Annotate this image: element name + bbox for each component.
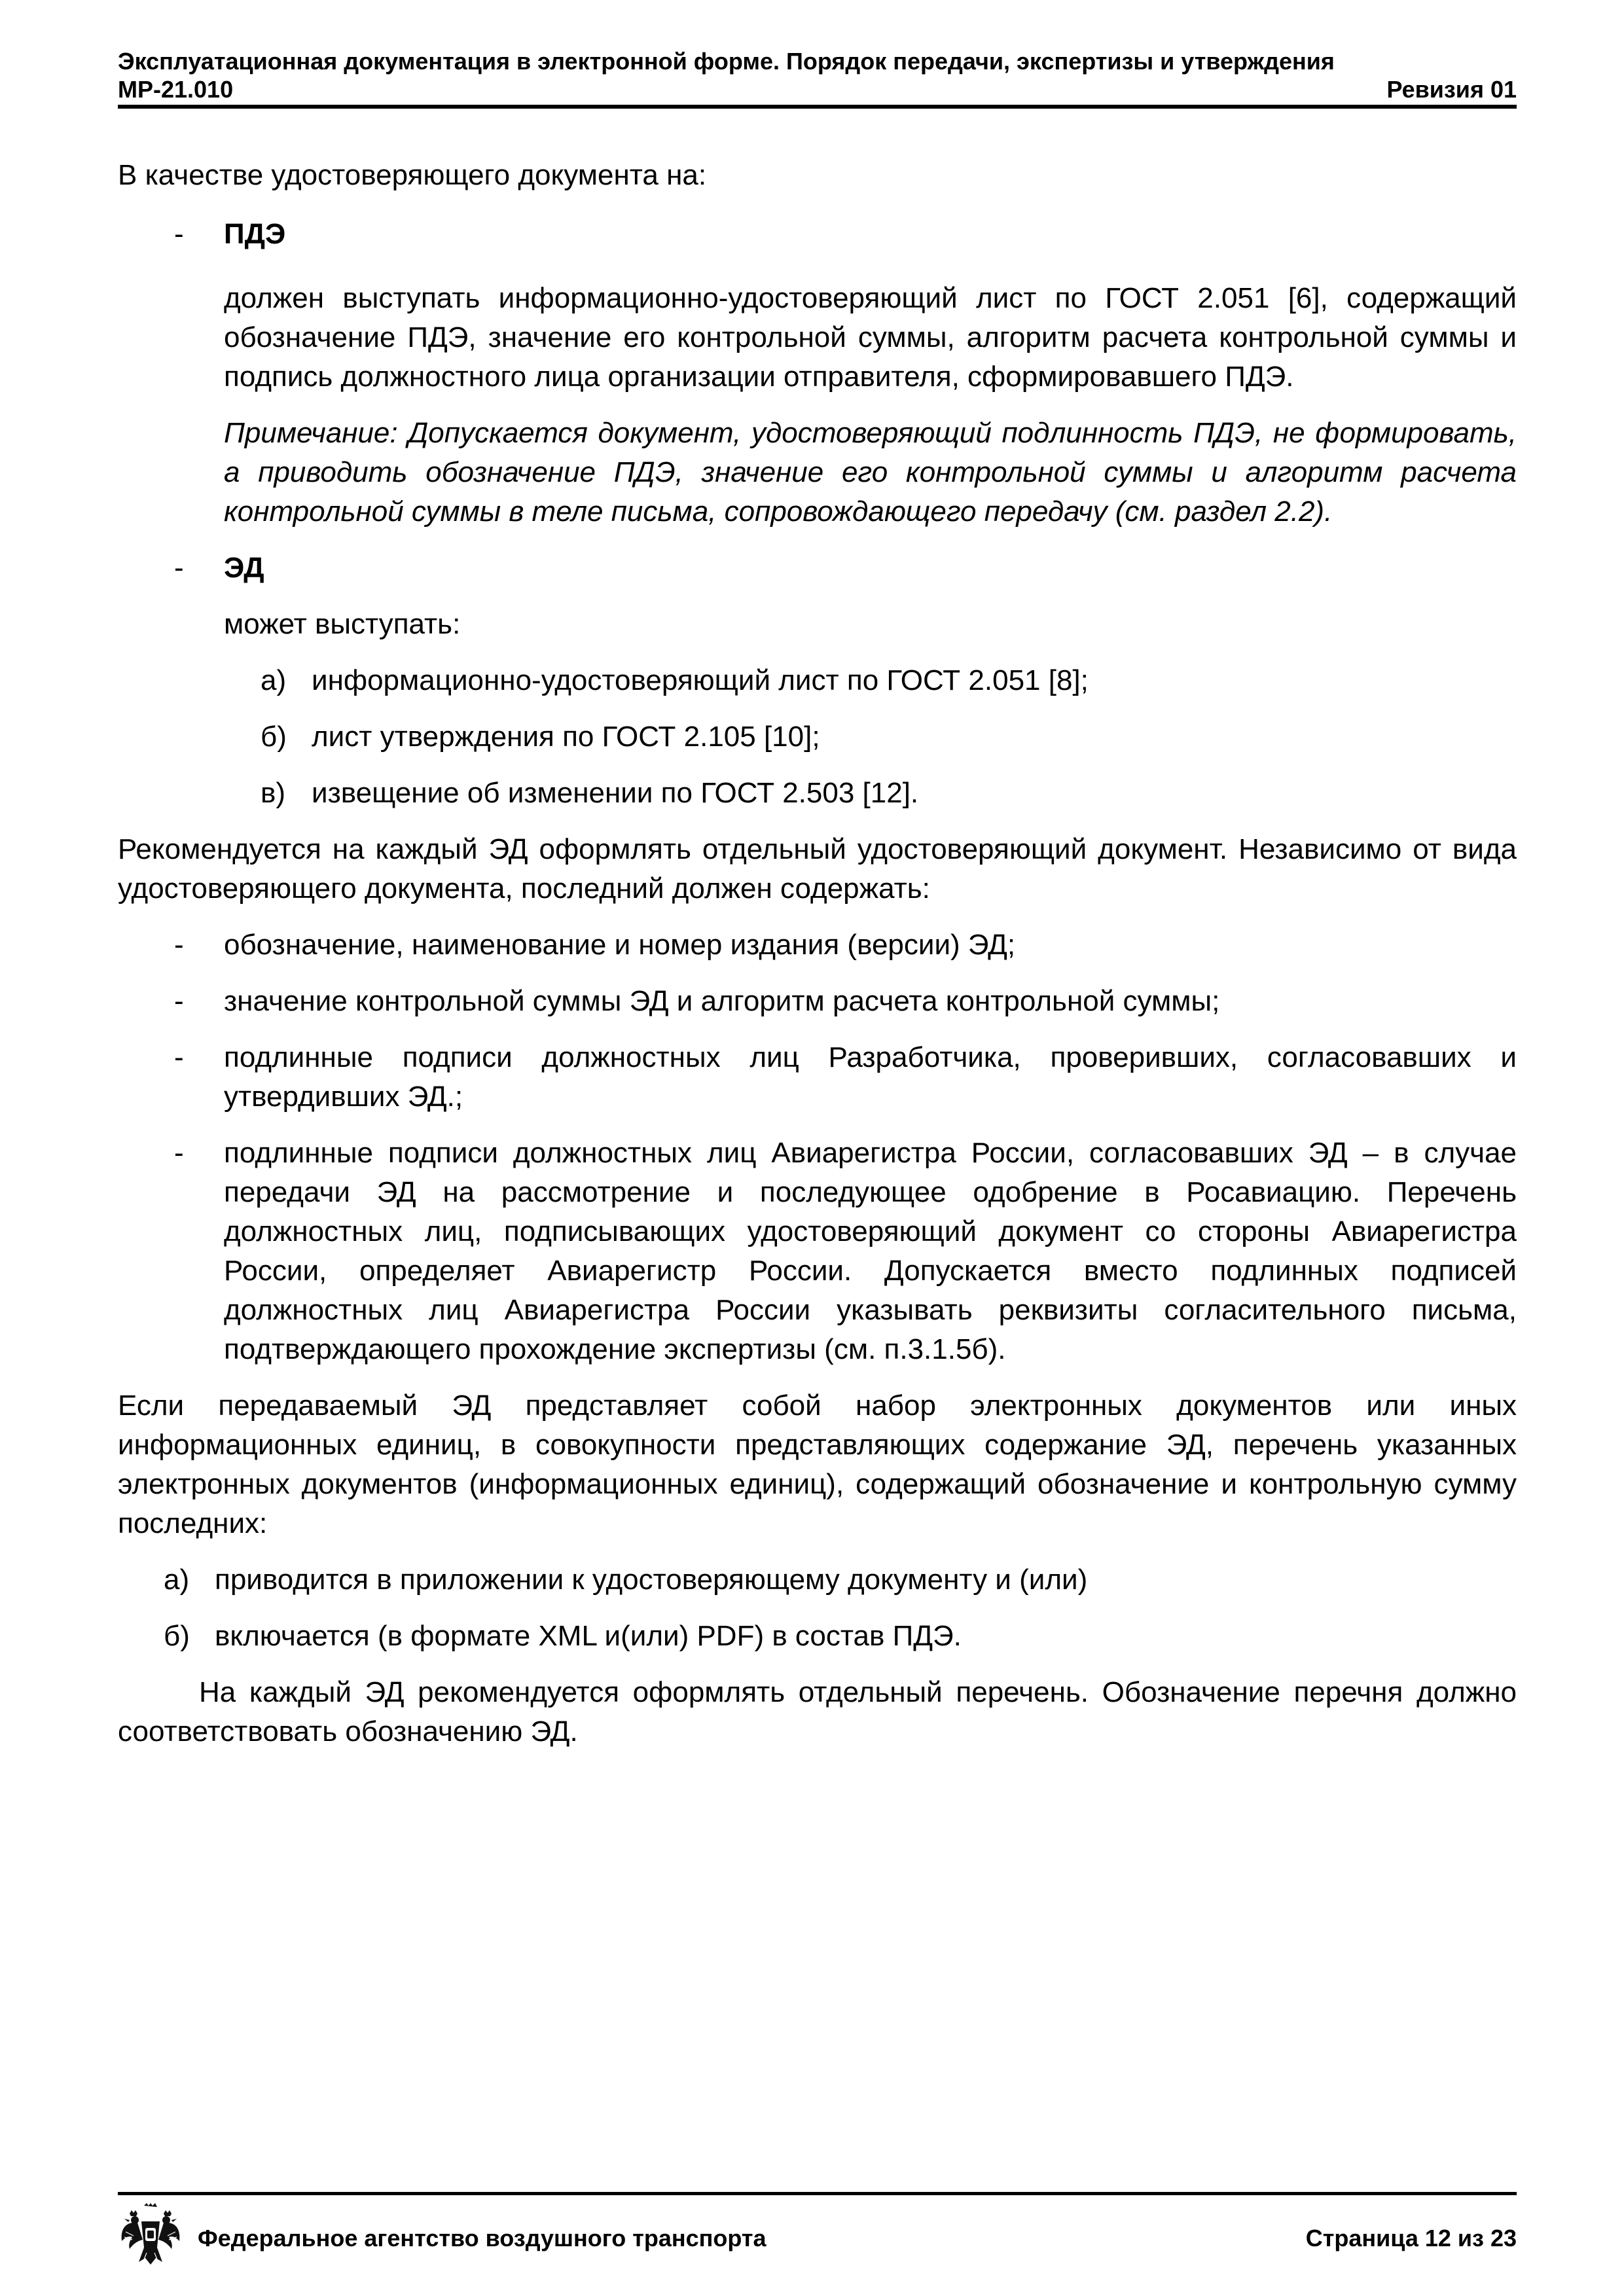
dash-marker: - [174,929,184,961]
header-title: Эксплуатационная документация в электронной форме. Порядок передачи, экспертизы и утверждения [118,48,1335,75]
ed-option-item [118,774,1517,813]
double-headed-eagle-emblem-icon [118,2202,183,2267]
ed-option-item [118,661,1517,700]
recommend-paragraph: Рекомендуется на каждый ЭД оформлять отдельный удостоверяющий документ. Независимо от вида удостоверяющего документа, последний должен содержать: [118,833,1517,905]
set-option-item [118,1617,1517,1656]
ed-option-item [118,717,1517,757]
footer-agency-name: Федеральное агентство воздушного транспорта [198,2225,767,2251]
set-paragraph: Если передаваемый ЭД представляет собой набор электронных документов или иных информационных единиц, в совокупности представляющих содержание ЭД, перечень указанных электронных документов (информационных единиц), содержащий обозначение и контрольную сумму последних: [118,1390,1517,1539]
option-marker: а) [261,664,287,696]
page-number: Страница 12 из 23 [1305,2225,1517,2251]
dash-marker: - [174,985,184,1017]
final-paragraph: На каждый ЭД рекомендуется оформлять отдельный перечень. Обозначение перечня должно соответствовать обозначению ЭД. [118,1676,1517,1748]
header-meta-row [118,76,1517,103]
requirement-text: значение контрольной суммы ЭД и алгоритм расчета контрольной суммы; [224,985,1220,1017]
set-option-item [118,1560,1517,1600]
option-text: извещение об изменении по ГОСТ 2.503 [12]. [312,777,919,809]
intro-paragraph: В качестве удостоверяющего документа на: [118,159,707,191]
ed-list-item [118,548,1517,588]
option-text: лист утверждения по ГОСТ 2.105 [10]; [312,721,820,753]
requirement-text: подлинные подписи должностных лиц Авиарегистра России, согласовавших ЭД – в случае передачи ЭД на рассмотрение и последующее одобрение в Росавиацию. Перечень должностных лиц, подписывающих удостоверяющий документ со стороны Авиарегистра России, определяет Авиарегистр России. Допускается вместо подлинных подписей должностных лиц Авиарегистра России указывать реквизиты согласительного письма, подтверждающего прохождение экспертизы (см. п.3.1.5б). [224,1137,1517,1365]
requirement-item [118,1038,1517,1117]
option-marker: б) [261,721,287,753]
dash-marker: - [174,218,184,250]
ed-label: ЭД [224,552,264,584]
dash-marker: - [174,1137,184,1169]
page-header [118,47,1517,103]
footer-divider [118,2192,1517,2195]
pde-label: ПДЭ [224,218,286,250]
pde-note: Примечание: Допускается документ, удостоверяющий подлинность ПДЭ, не формировать, а приводить обозначение ПДЭ, значение его контрольной суммы и алгоритм расчета контрольной суммы в теле письма, сопровождающего передачу (см. раздел 2.2). [224,417,1517,528]
option-marker: а) [164,1564,190,1596]
pde-description: должен выступать информационно-удостоверяющий лист по ГОСТ 2.051 [6], содержащий обозначение ПДЭ, значение его контрольной суммы, алгоритм расчета контрольной суммы и подпись должностного лица организации отправителя, сформировавшего ПДЭ. [224,282,1517,393]
option-text: включается (в формате XML и(или) PDF) в состав ПДЭ. [215,1620,962,1652]
document-body [118,151,1517,1751]
dash-marker: - [174,552,184,584]
header-divider [118,105,1517,109]
dash-marker: - [174,1041,184,1073]
requirement-item [118,982,1517,1021]
doc-code: МР-21.010 [118,76,234,103]
requirement-item [118,925,1517,965]
option-text: приводится в приложении к удостоверяющему документу и (или) [215,1564,1088,1596]
revision-label: Ревизия 01 [1386,76,1517,103]
option-marker: б) [164,1620,190,1652]
requirement-text: обозначение, наименование и номер издания (версии) ЭД; [224,929,1016,961]
requirement-text: подлинные подписи должностных лиц Разработчика, проверивших, согласовавших и утвердивших ЭД.; [224,1041,1517,1113]
pde-list-item [118,215,1517,254]
requirement-item [118,1134,1517,1369]
ed-lead: может выступать: [224,608,461,640]
page-footer [118,2199,1517,2271]
option-text: информационно-удостоверяющий лист по ГОСТ 2.051 [8]; [312,664,1089,696]
option-marker: в) [261,777,286,809]
